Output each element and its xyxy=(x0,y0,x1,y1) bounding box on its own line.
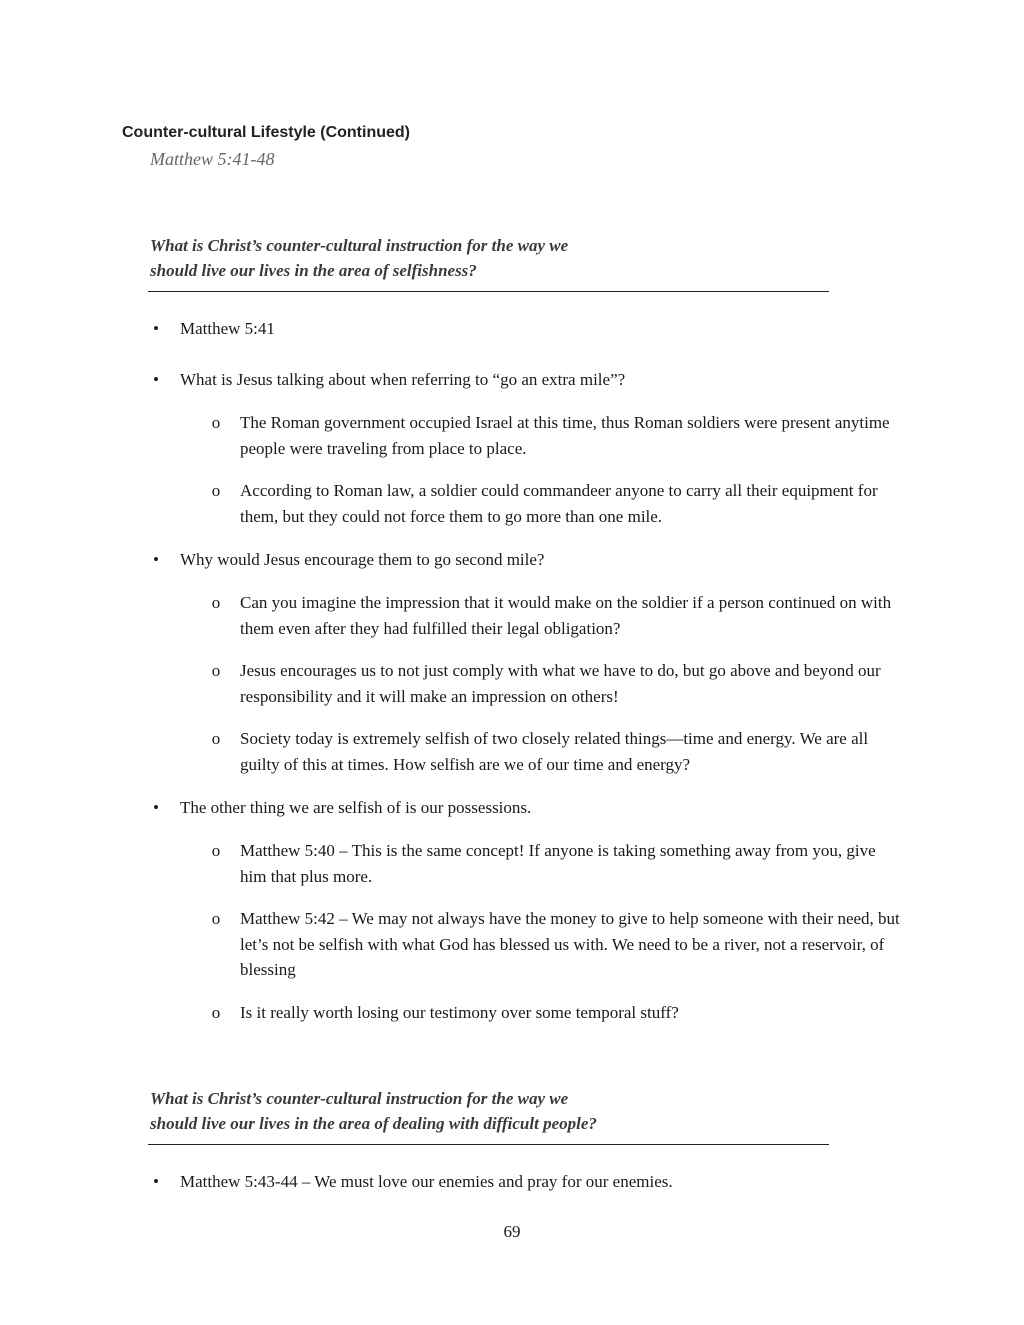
page-heading: Counter-cultural Lifestyle (Continued) xyxy=(122,124,410,141)
sub-list-item-text: The Roman government occupied Israel at this time, thus Roman soldiers were present anytime people were traveling from place to place. xyxy=(240,413,890,458)
sub-bullet-marker: o xyxy=(211,413,221,432)
question-line: What is Christ’s counter-cultural instruction for the way we xyxy=(150,1089,569,1108)
sub-bullet-marker: o xyxy=(211,661,221,680)
list-item-text: Matthew 5:43-44 – We must love our enemies and pray for our enemies. xyxy=(180,1172,673,1191)
sub-bullet-marker: o xyxy=(211,593,221,612)
sub-list-item-text: Can you imagine the impression that it would make on the soldier if a person continued on with them even after they had fulfilled their legal obligation? xyxy=(240,593,892,638)
bullet-marker: • xyxy=(153,319,159,338)
sub-list-item-text: Jesus encourages us to not just comply with what we have to do, but go above and beyond our responsibility and it will make an impression on others! xyxy=(240,661,881,706)
bullet-marker: • xyxy=(153,798,159,817)
bullet-marker: • xyxy=(153,370,159,389)
answer-rule xyxy=(148,291,829,292)
sub-bullet-marker: o xyxy=(211,909,221,928)
sub-list-item-text: Is it really worth losing our testimony over some temporal stuff? xyxy=(240,1003,679,1022)
sub-list-item-text: Matthew 5:42 – We may not always have the money to give to help someone with their need, but let’s not be selfish with what God has blessed us with. We need to be a river, not a reservoir, of blessing xyxy=(240,909,900,979)
sub-bullet-marker: o xyxy=(211,481,221,500)
bullet-marker: • xyxy=(153,550,159,569)
sub-bullet-marker: o xyxy=(211,1003,221,1022)
bullet-marker: • xyxy=(153,1172,159,1191)
sub-list-item-text: According to Roman law, a soldier could commandeer anyone to carry all their equipment for them, but they could not force them to go more than one mile. xyxy=(240,481,878,526)
answer-rule xyxy=(148,1144,829,1145)
list-item-text: What is Jesus talking about when referring to “go an extra mile”? xyxy=(180,370,626,389)
list-item-text: Why would Jesus encourage them to go second mile? xyxy=(180,550,545,569)
list-item-text: The other thing we are selfish of is our possessions. xyxy=(180,798,532,817)
sub-bullet-marker: o xyxy=(211,729,221,748)
section-question-selfishness xyxy=(150,233,568,283)
scripture-reference: Matthew 5:41-48 xyxy=(150,149,275,169)
question-line: should live our lives in the area of dealing with difficult people? xyxy=(150,1114,597,1133)
list-item-text: Matthew 5:41 xyxy=(180,319,275,338)
sub-list-item-text: Matthew 5:40 – This is the same concept! If anyone is taking something away from you, give him that plus more. xyxy=(240,841,876,886)
sub-bullet-marker: o xyxy=(211,841,221,860)
page-number: 69 xyxy=(503,1222,521,1241)
section-question-difficult-people xyxy=(150,1086,597,1136)
question-line: What is Christ’s counter-cultural instruction for the way we xyxy=(150,236,569,255)
sub-list-item-text: Society today is extremely selfish of two closely related things—time and energy. We are all guilty of this at times. How selfish are we of our time and energy? xyxy=(240,729,869,774)
question-line: should live our lives in the area of selfishness? xyxy=(150,261,477,280)
